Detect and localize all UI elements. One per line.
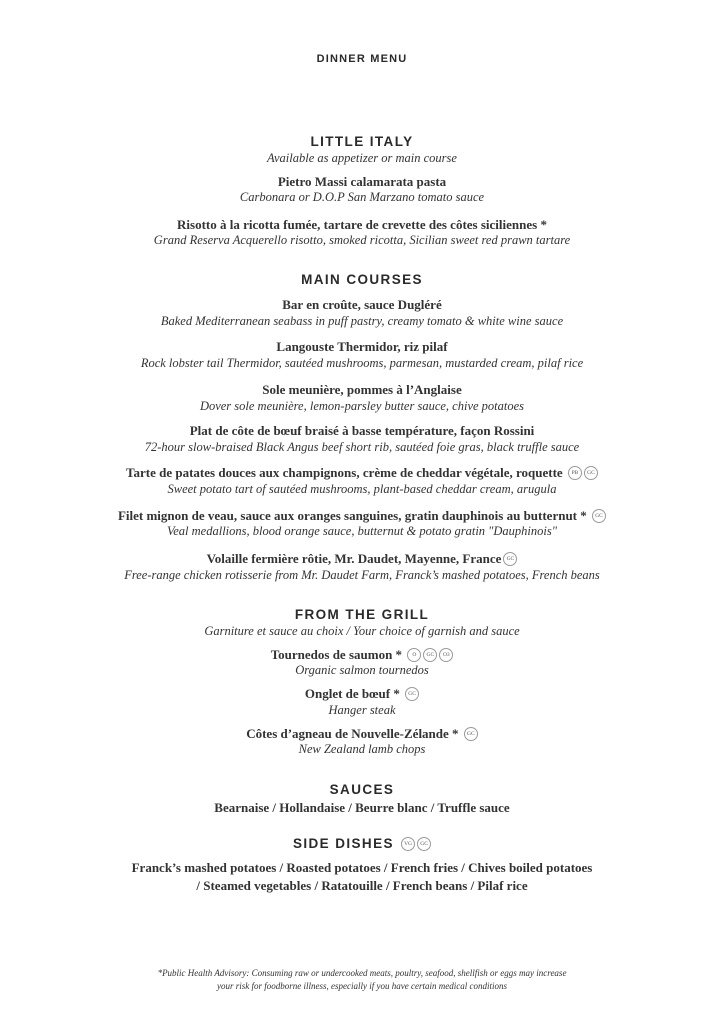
dish-description: Dover sole meunière, lemon-parsley butter sauce, chive potatoes — [199, 399, 525, 413]
dish-name-row — [0, 551, 724, 567]
dish-name: Plat de côte de bœuf braisé à basse température, façon Rossini — [189, 423, 535, 438]
gluten-conscious-badge-icon: GC — [405, 687, 419, 701]
dish-name: Volaille fermière rôtie, Mr. Daudet, Mayenne, France — [206, 551, 502, 566]
section-title-sauces: SAUCES — [329, 782, 395, 797]
dish-name: Filet mignon de veau, sauce aux oranges sanguines, gratin dauphinois au butternut * — [117, 508, 587, 523]
dish-description: Veal medallions, blood orange sauce, butternut & potato gratin "Dauphinois" — [167, 524, 557, 538]
dish-description: Hanger steak — [328, 703, 396, 717]
side-dishes-list-line-2: / Steamed vegetables / Ratatouille / French beans / Pilaf rice — [196, 878, 528, 893]
section-title-row-side-dishes — [0, 836, 724, 852]
gluten-conscious-badge-icon: GC — [584, 466, 598, 480]
section-title-side-dishes: SIDE DISHES — [292, 836, 394, 851]
dish-name-row — [0, 726, 724, 742]
dish-description: Baked Mediterranean seabass in puff pastry, creamy tomato & white wine sauce — [160, 314, 564, 328]
section-subtitle-little-italy: Available as appetizer or main course — [267, 151, 457, 165]
dish-name: Risotto à la ricotta fumée, tartare de crevette des côtes siciliennes * — [177, 217, 547, 232]
gluten-conscious-badge-icon: GC — [423, 648, 437, 662]
dish-description: Sweet potato tart of sautéed mushrooms, plant-based cheddar cream, arugula — [167, 482, 557, 496]
dish-name-row — [0, 647, 724, 663]
dish-name: Onglet de bœuf * — [304, 686, 400, 701]
dish-description: Carbonara or D.O.P San Marzano tomato sauce — [239, 190, 485, 204]
section-title-main-courses: MAIN COURSES — [301, 272, 423, 287]
dish-name: Côtes d’agneau de Nouvelle-Zélande * — [246, 726, 459, 741]
organic-badge-icon: O — [407, 648, 421, 662]
section-subtitle-grill: Garniture et sauce au choix / Your choice of garnish and sauce — [204, 624, 520, 638]
section-title-from-the-grill: FROM THE GRILL — [294, 607, 430, 622]
side-dishes-list-line-1: Franck’s mashed potatoes / Roasted potatoes / French fries / Chives boiled potatoes — [131, 860, 593, 875]
dish-description: New Zealand lamb chops — [298, 742, 426, 756]
gluten-conscious-badge-icon: GC — [503, 552, 517, 566]
dish-name: Pietro Massi calamarata pasta — [277, 174, 447, 189]
health-advisory-line-2: your risk for foodborne illness, especially if you have certain medical conditions — [217, 981, 507, 991]
dish-name: Tournedos de saumon * — [270, 647, 403, 662]
dish-description: Grand Reserva Acquerello risotto, smoked ricotta, Sicilian sweet red prawn tartare — [153, 233, 571, 247]
dish-description: Free-range chicken rotisserie from Mr. Daudet Farm, Franck’s mashed potatoes, French beans — [124, 568, 600, 582]
gluten-conscious-badge-icon: GC — [464, 727, 478, 741]
gluten-conscious-badge-icon: GC — [417, 837, 431, 851]
dish-name: Bar en croûte, sauce Dugléré — [282, 297, 442, 312]
dish-description: 72-hour slow-braised Black Angus beef short rib, sautéed foie gras, black truffle sauce — [144, 440, 580, 454]
dish-name: Sole meunière, pommes à l’Anglaise — [262, 382, 462, 397]
sauces-list: Bearnaise / Hollandaise / Beurre blanc / Truffle sauce — [214, 800, 510, 815]
dish-name-row — [0, 508, 724, 524]
vegan-badge-icon: VG — [401, 837, 415, 851]
dish-description: Organic salmon tournedos — [295, 663, 429, 677]
page-title: DINNER MENU — [316, 53, 408, 65]
dish-name: Tarte de patates douces aux champignons, crème de cheddar végétale, roquette — [126, 465, 563, 480]
health-advisory-line-1: *Public Health Advisory: Consuming raw or undercooked meats, poultry, seafood, shellfish or eggs may increase — [157, 968, 567, 978]
section-title-little-italy: LITTLE ITALY — [310, 134, 414, 149]
dish-name-row — [0, 686, 724, 702]
gluten-conscious-badge-icon: GC — [592, 509, 606, 523]
dish-name: Langouste Thermidor, riz pilaf — [276, 339, 448, 354]
dish-description: Rock lobster tail Thermidor, sautéed mushrooms, parmesan, mustarded cream, pilaf rice — [140, 356, 584, 370]
omega-3-badge-icon: O3 — [439, 648, 453, 662]
dish-name-row — [0, 465, 724, 481]
plant-based-badge-icon: PB — [568, 466, 582, 480]
